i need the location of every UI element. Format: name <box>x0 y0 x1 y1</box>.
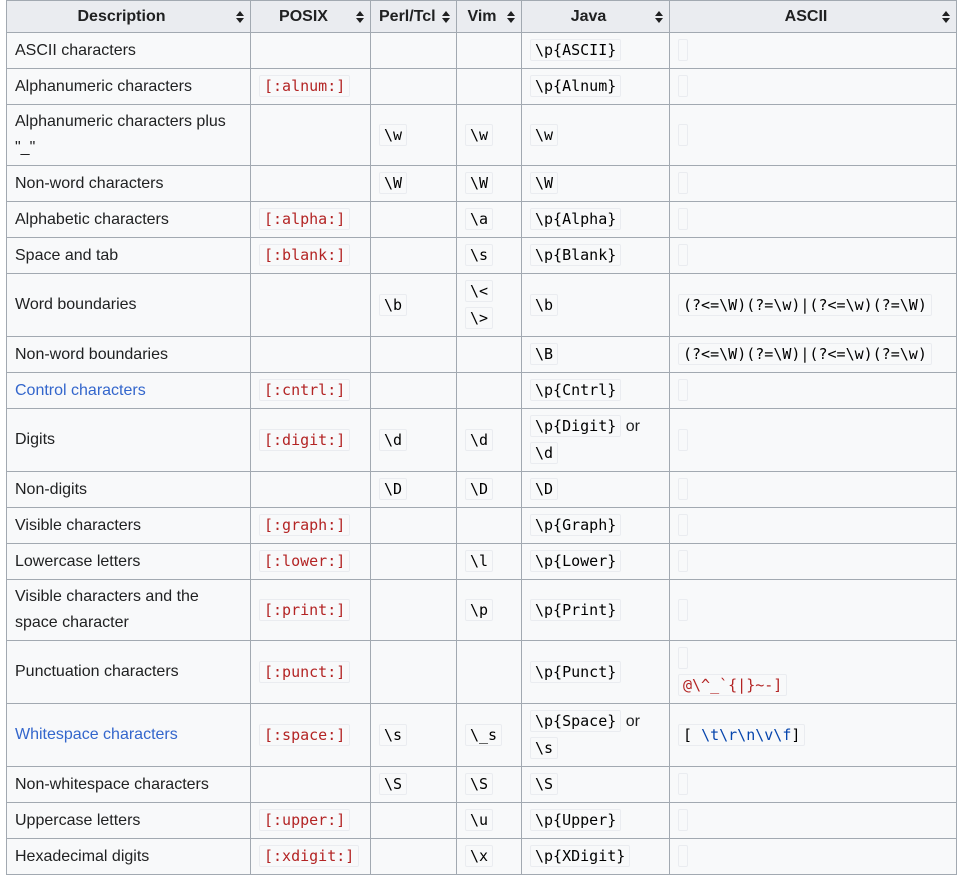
code-snippet: \p{Alpha} <box>530 208 621 230</box>
cell-perl-tcl <box>371 803 457 839</box>
table-row <box>7 767 957 803</box>
description-text: Visible characters <box>15 516 141 534</box>
table-wrapper <box>6 0 964 875</box>
cell-posix <box>251 508 371 544</box>
cell-description <box>7 202 251 238</box>
cell-description <box>7 33 251 69</box>
code-snippet: [:blank:] <box>259 244 350 266</box>
table-row <box>7 580 957 641</box>
cell-java <box>522 641 670 704</box>
code-snippet <box>678 208 688 230</box>
cell-description <box>7 544 251 580</box>
table-row <box>7 839 957 875</box>
code-snippet: \s <box>530 737 558 759</box>
cell-vim <box>457 274 522 337</box>
cell-java <box>522 704 670 767</box>
cell-posix <box>251 544 371 580</box>
cell-java <box>522 409 670 472</box>
table-row <box>7 508 957 544</box>
code-snippet <box>678 550 688 572</box>
cell-java <box>522 580 670 641</box>
table-row <box>7 238 957 274</box>
cell-perl-tcl <box>371 472 457 508</box>
cell-posix <box>251 641 371 704</box>
character-classes-table <box>6 0 957 875</box>
cell-posix <box>251 166 371 202</box>
cell-vim <box>457 238 522 274</box>
code-snippet: \p{Digit} <box>530 415 621 437</box>
cell-posix <box>251 238 371 274</box>
cell-vim <box>457 580 522 641</box>
cell-java <box>522 33 670 69</box>
code-snippet <box>678 75 688 97</box>
cell-java <box>522 105 670 166</box>
code-snippet: \w <box>530 124 558 146</box>
cell-posix <box>251 274 371 337</box>
code-snippet: \s <box>379 724 407 746</box>
code-snippet: \d <box>530 442 558 464</box>
cell-perl-tcl <box>371 274 457 337</box>
cell-perl-tcl <box>371 508 457 544</box>
cell-java <box>522 767 670 803</box>
table-row <box>7 337 957 373</box>
cell-ascii <box>670 409 957 472</box>
cell-vim <box>457 105 522 166</box>
code-snippet <box>678 773 688 795</box>
cell-java <box>522 202 670 238</box>
cell-java <box>522 803 670 839</box>
code-snippet <box>678 244 688 266</box>
cell-perl-tcl <box>371 544 457 580</box>
cell-description[interactable] <box>7 704 251 767</box>
table-row <box>7 544 957 580</box>
description-text: Non-digits <box>15 480 88 498</box>
cell-java <box>522 166 670 202</box>
or-text: or <box>621 713 640 730</box>
sort-arrows-icon[interactable] <box>507 11 515 23</box>
code-snippet: \p{Graph} <box>530 514 621 536</box>
description-link[interactable]: Whitespace characters <box>15 726 178 743</box>
cell-vim <box>457 409 522 472</box>
cell-description <box>7 803 251 839</box>
cell-ascii <box>670 544 957 580</box>
code-snippet: \D <box>530 478 558 500</box>
cell-description[interactable] <box>7 373 251 409</box>
cell-description <box>7 641 251 704</box>
code-snippet: \S <box>530 773 558 795</box>
table-body <box>7 33 957 875</box>
cell-java <box>522 69 670 105</box>
cell-ascii <box>670 274 957 337</box>
code-snippet: \< <box>465 280 493 302</box>
header-label: Description <box>77 7 166 25</box>
code-snippet: \W <box>465 172 493 194</box>
cell-posix <box>251 704 371 767</box>
description-link[interactable]: Control characters <box>15 381 146 399</box>
code-snippet <box>678 845 688 867</box>
cell-vim <box>457 337 522 373</box>
cell-ascii <box>670 767 957 803</box>
table-row <box>7 33 957 69</box>
code-snippet: \w <box>379 124 407 146</box>
cell-ascii <box>670 238 957 274</box>
code-snippet: \a <box>465 208 493 230</box>
cell-vim <box>457 767 522 803</box>
cell-perl-tcl <box>371 373 457 409</box>
header-label: Perl/Tcl <box>379 7 436 25</box>
cell-perl-tcl <box>371 337 457 373</box>
cell-java <box>522 373 670 409</box>
code-snippet: [:digit:] <box>259 429 350 451</box>
code-snippet: \p{Alnum} <box>530 75 621 97</box>
sort-arrows-icon[interactable] <box>236 11 244 23</box>
cell-perl-tcl <box>371 767 457 803</box>
code-snippet <box>678 478 688 500</box>
cell-posix <box>251 105 371 166</box>
cell-perl-tcl <box>371 166 457 202</box>
code-snippet: [:lower:] <box>259 550 350 572</box>
code-snippet: \S <box>379 773 407 795</box>
sort-arrows-icon[interactable] <box>356 11 364 23</box>
cell-ascii <box>670 580 957 641</box>
code-snippet: \p{Space} <box>530 710 621 732</box>
column-header-description[interactable] <box>7 1 251 33</box>
description-text: Hexadecimal digits <box>15 847 150 865</box>
code-snippet <box>678 599 688 621</box>
code-snippet: \W <box>379 172 407 194</box>
cell-vim <box>457 803 522 839</box>
cell-ascii <box>670 472 957 508</box>
cell-posix <box>251 839 371 875</box>
code-snippet: @\^_`{|}~-] <box>678 674 787 696</box>
code-snippet: \p{ASCII} <box>530 39 621 61</box>
cell-posix <box>251 767 371 803</box>
cell-ascii <box>670 839 957 875</box>
cell-ascii <box>670 69 957 105</box>
cell-ascii <box>670 704 957 767</box>
code-snippet: \b <box>530 294 558 316</box>
code-snippet <box>678 647 688 669</box>
code-snippet: \p <box>465 599 493 621</box>
description-text: Word boundaries <box>15 296 137 313</box>
header-row <box>7 1 957 33</box>
header-label: Vim <box>467 7 497 25</box>
cell-perl-tcl <box>371 238 457 274</box>
code-snippet: [:print:] <box>259 599 350 621</box>
code-snippet: \p{Print} <box>530 599 621 621</box>
code-snippet: [:alnum:] <box>259 75 350 97</box>
cell-description <box>7 274 251 337</box>
code-snippet: \p{Blank} <box>530 244 621 266</box>
cell-vim <box>457 508 522 544</box>
cell-posix <box>251 373 371 409</box>
code-snippet <box>678 514 688 536</box>
description-text: Visible characters and the space character <box>15 588 199 631</box>
description-text: Uppercase letters <box>15 811 141 829</box>
code-snippet: \_s <box>465 724 502 746</box>
code-snippet: \D <box>379 478 407 500</box>
cell-ascii <box>670 202 957 238</box>
code-snippet: \p{XDigit} <box>530 845 630 867</box>
code-snippet <box>678 809 688 831</box>
or-text: or <box>621 418 640 435</box>
table-row <box>7 803 957 839</box>
description-text: Non-word boundaries <box>15 345 168 363</box>
cell-posix <box>251 69 371 105</box>
column-header-perl-tcl[interactable] <box>371 1 457 33</box>
description-text: Space and tab <box>15 246 119 264</box>
cell-ascii <box>670 337 957 373</box>
code-snippet: [ \t\r\n\v\f] <box>678 724 805 746</box>
cell-perl-tcl <box>371 69 457 105</box>
header-label: ASCII <box>784 7 828 25</box>
column-header-java[interactable] <box>522 1 670 33</box>
cell-perl-tcl <box>371 839 457 875</box>
cell-vim <box>457 33 522 69</box>
code-snippet: [:punct:] <box>259 661 350 683</box>
column-header-ascii[interactable] <box>670 1 957 33</box>
cell-ascii <box>670 803 957 839</box>
cell-vim <box>457 472 522 508</box>
description-text: Lowercase letters <box>15 552 141 570</box>
column-header-vim[interactable] <box>457 1 522 33</box>
cell-perl-tcl <box>371 641 457 704</box>
code-snippet <box>678 429 688 451</box>
code-snippet: \W <box>530 172 558 194</box>
cell-posix <box>251 337 371 373</box>
sort-arrows-icon[interactable] <box>942 11 950 23</box>
code-snippet: \d <box>465 429 493 451</box>
cell-vim <box>457 373 522 409</box>
cell-description <box>7 238 251 274</box>
cell-vim <box>457 641 522 704</box>
code-snippet: (?<=\W)(?=\w)|(?<=\w)(?=\W) <box>678 294 932 316</box>
description-text: Non-whitespace characters <box>15 775 209 793</box>
cell-ascii <box>670 641 957 704</box>
column-header-posix[interactable] <box>251 1 371 33</box>
code-snippet: \s <box>465 244 493 266</box>
code-snippet: [:space:] <box>259 724 350 746</box>
code-snippet <box>678 172 688 194</box>
description-text: Digits <box>15 431 56 448</box>
code-snippet: \b <box>379 294 407 316</box>
header-label: Java <box>570 7 607 25</box>
cell-perl-tcl <box>371 105 457 166</box>
cell-ascii <box>670 373 957 409</box>
cell-description <box>7 580 251 641</box>
cell-java <box>522 544 670 580</box>
cell-posix <box>251 202 371 238</box>
cell-vim <box>457 544 522 580</box>
cell-posix <box>251 472 371 508</box>
cell-vim <box>457 704 522 767</box>
description-text: Alphanumeric characters plus "_" <box>15 113 226 156</box>
cell-description <box>7 508 251 544</box>
table-row <box>7 69 957 105</box>
cell-perl-tcl <box>371 704 457 767</box>
table-row <box>7 373 957 409</box>
code-snippet: [:graph:] <box>259 514 350 536</box>
table-row <box>7 641 957 704</box>
cell-description <box>7 337 251 373</box>
cell-posix <box>251 409 371 472</box>
code-snippet: (?<=\W)(?=\W)|(?<=\w)(?=\w) <box>678 343 932 365</box>
table-row <box>7 166 957 202</box>
code-snippet: \x <box>465 845 493 867</box>
sort-arrows-icon[interactable] <box>655 11 663 23</box>
code-snippet: \u <box>465 809 493 831</box>
code-snippet: \S <box>465 773 493 795</box>
cell-ascii <box>670 166 957 202</box>
code-snippet: \> <box>465 307 493 329</box>
description-text: Non-word characters <box>15 174 164 192</box>
code-snippet: [:alpha:] <box>259 208 350 230</box>
cell-perl-tcl <box>371 202 457 238</box>
cell-ascii <box>670 33 957 69</box>
code-snippet: \w <box>465 124 493 146</box>
cell-perl-tcl <box>371 409 457 472</box>
cell-ascii <box>670 105 957 166</box>
description-text: ASCII characters <box>15 41 136 59</box>
cell-perl-tcl <box>371 33 457 69</box>
code-snippet: \B <box>530 343 558 365</box>
table-row <box>7 704 957 767</box>
cell-vim <box>457 166 522 202</box>
code-snippet: \p{Punct} <box>530 661 621 683</box>
code-snippet: \p{Lower} <box>530 550 621 572</box>
table-row <box>7 202 957 238</box>
table-row <box>7 105 957 166</box>
cell-java <box>522 337 670 373</box>
table-row <box>7 472 957 508</box>
cell-java <box>522 472 670 508</box>
description-text: Alphanumeric characters <box>15 77 192 95</box>
cell-description <box>7 472 251 508</box>
sort-arrows-icon[interactable] <box>442 11 450 23</box>
code-snippet: \D <box>465 478 493 500</box>
cell-description <box>7 69 251 105</box>
cell-java <box>522 508 670 544</box>
table-row <box>7 274 957 337</box>
code-snippet: \d <box>379 429 407 451</box>
code-snippet: [:cntrl:] <box>259 379 350 401</box>
cell-description <box>7 166 251 202</box>
cell-posix <box>251 33 371 69</box>
cell-vim <box>457 69 522 105</box>
cell-perl-tcl <box>371 580 457 641</box>
code-snippet: \p{Upper} <box>530 809 621 831</box>
header-label: POSIX <box>279 7 328 25</box>
cell-description <box>7 767 251 803</box>
description-text: Punctuation characters <box>15 663 179 680</box>
code-snippet <box>678 379 688 401</box>
code-snippet: [:xdigit:] <box>259 845 359 867</box>
cell-ascii <box>670 508 957 544</box>
cell-vim <box>457 839 522 875</box>
cell-vim <box>457 202 522 238</box>
code-snippet <box>678 124 688 146</box>
table-row <box>7 409 957 472</box>
code-snippet: \l <box>465 550 493 572</box>
description-text: Alphabetic characters <box>15 210 169 228</box>
code-snippet: [:upper:] <box>259 809 350 831</box>
cell-posix <box>251 803 371 839</box>
cell-java <box>522 839 670 875</box>
code-snippet <box>678 39 688 61</box>
cell-java <box>522 274 670 337</box>
cell-posix <box>251 580 371 641</box>
code-snippet: \p{Cntrl} <box>530 379 621 401</box>
cell-java <box>522 238 670 274</box>
cell-description <box>7 839 251 875</box>
cell-description <box>7 105 251 166</box>
cell-description <box>7 409 251 472</box>
